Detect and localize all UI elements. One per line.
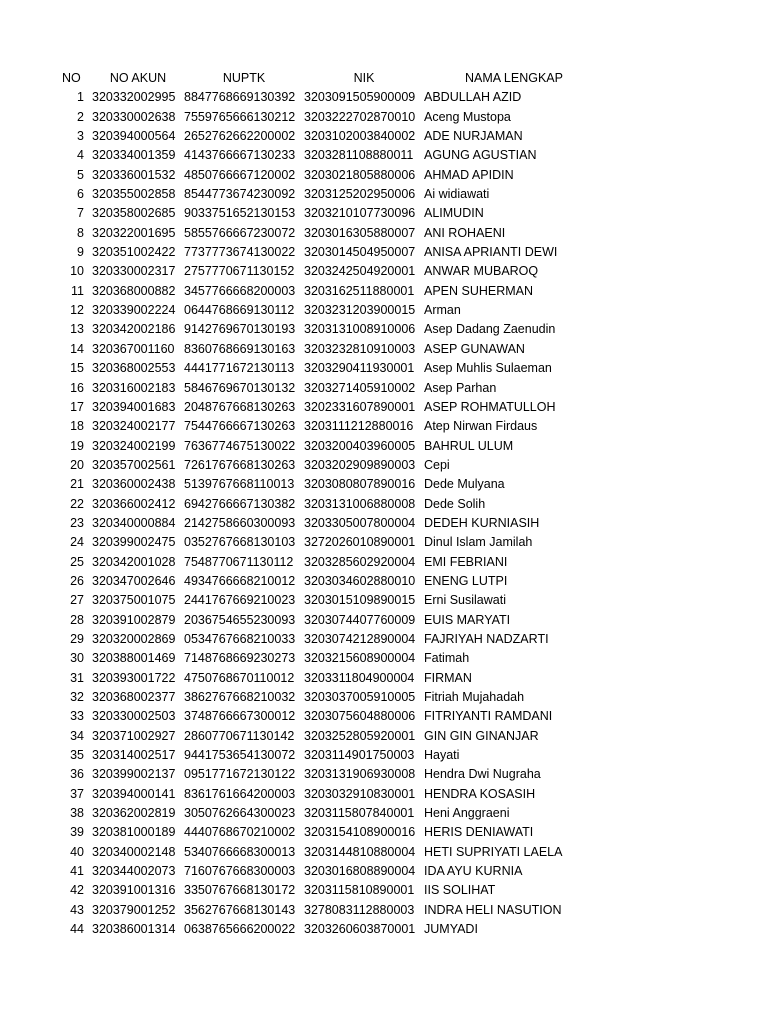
cell-nuptk: 4750768670110012	[184, 670, 295, 685]
cell-nuptk: 7548770671130112	[184, 554, 294, 569]
cell-no: 14	[70, 341, 84, 356]
cell-nuptk: 5139767668110013	[184, 477, 295, 492]
cell-nama-lengkap: ALIMUDIN	[424, 206, 484, 221]
table-row	[62, 785, 604, 804]
table-row	[62, 359, 604, 378]
table-row	[62, 262, 604, 281]
cell-nik: 3203131008910006	[304, 322, 416, 337]
header-nama-lengkap: NAMA LENGKAP	[465, 71, 563, 85]
table-row	[62, 649, 604, 668]
cell-nik: 3203115810890001	[304, 883, 415, 898]
table-row	[62, 765, 604, 784]
cell-no-akun: 320366002412	[92, 496, 176, 511]
cell-no: 36	[70, 767, 84, 782]
cell-nik: 3203091505900009	[304, 90, 416, 105]
cell-nuptk: 3457766668200003	[184, 283, 296, 298]
cell-no-akun: 320320002869	[92, 631, 176, 646]
cell-no-akun: 320357002561	[92, 457, 176, 472]
cell-nama-lengkap: ABDULLAH AZID	[424, 90, 522, 105]
cell-nama-lengkap: Dinul Islam Jamilah	[424, 535, 533, 550]
cell-nuptk: 0951771672130122	[184, 767, 296, 782]
cell-no: 27	[70, 593, 84, 608]
cell-no-akun: 320330002317	[92, 264, 176, 279]
cell-no-akun: 320391002879	[92, 612, 176, 627]
cell-no: 37	[70, 786, 84, 801]
cell-no: 35	[70, 748, 84, 763]
cell-nuptk: 7636774675130022	[184, 438, 296, 453]
header-row	[62, 69, 604, 88]
cell-no-akun: 320368002377	[92, 690, 176, 704]
cell-no: 9	[77, 245, 84, 260]
cell-no: 25	[70, 554, 84, 569]
cell-no: 17	[70, 399, 84, 414]
cell-nuptk: 7148768669230273	[184, 651, 296, 666]
cell-nama-lengkap: ANI ROHAENI	[424, 225, 506, 240]
cell-no: 32	[70, 690, 84, 704]
cell-no-akun: 320340000884	[92, 515, 176, 530]
cell-nik: 3203037005910005	[304, 690, 416, 704]
cell-nuptk: 3862767668210032	[184, 690, 296, 704]
cell-no: 4	[77, 148, 84, 163]
table-row	[62, 146, 604, 165]
cell-nik: 3203111212880016	[304, 419, 414, 434]
cell-nik: 3203074212890004	[304, 631, 416, 646]
cell-no-akun: 320355002858	[92, 187, 176, 202]
cell-nuptk: 4441771672130113	[184, 361, 295, 376]
cell-nik: 3203252805920001	[304, 728, 416, 743]
cell-nuptk: 4934766668210012	[184, 573, 296, 588]
table-row	[62, 495, 604, 514]
cell-nuptk: 2142758660300093	[184, 515, 296, 530]
cell-nik: 3203074407760009	[304, 612, 416, 627]
table-row	[62, 379, 604, 398]
cell-nik: 3278083112880003	[304, 902, 415, 917]
cell-no: 44	[70, 922, 84, 937]
cell-no-akun: 320340002148	[92, 844, 176, 859]
table-row	[62, 340, 604, 359]
cell-nik: 3203014504950007	[304, 245, 416, 260]
cell-no-akun: 320394001683	[92, 399, 176, 414]
cell-no-akun: 320362002819	[92, 806, 176, 821]
table-row	[62, 88, 604, 107]
cell-nuptk: 4850766667120002	[184, 167, 296, 182]
cell-nik: 3203285602920004	[304, 554, 416, 569]
cell-no: 31	[70, 670, 84, 685]
cell-nik: 3203260603870001	[304, 922, 416, 937]
cell-no-akun: 320399002137	[92, 767, 176, 782]
cell-nik: 3203032910830001	[304, 786, 416, 801]
cell-nama-lengkap: Dede Mulyana	[424, 477, 505, 492]
table-row	[62, 630, 604, 649]
cell-nama-lengkap: ASEP ROHMATULLOH	[424, 399, 556, 414]
cell-no: 41	[70, 864, 84, 879]
cell-no: 23	[70, 515, 84, 530]
cell-nik: 3203016305880007	[304, 225, 416, 240]
table-row	[62, 901, 604, 920]
cell-no-akun: 320342002186	[92, 322, 176, 337]
cell-nama-lengkap: FITRIYANTI RAMDANI	[424, 709, 553, 724]
cell-nuptk: 7544766667130263	[184, 419, 296, 434]
cell-no-akun: 320368000882	[92, 283, 176, 298]
cell-no: 33	[70, 709, 84, 724]
cell-nik: 3203242504920001	[304, 264, 416, 279]
cell-nama-lengkap: AHMAD APIDIN	[424, 167, 514, 182]
table-row	[62, 475, 604, 494]
cell-no: 39	[70, 825, 84, 840]
cell-nik: 3203202909890003	[304, 457, 416, 472]
teacher-table	[62, 69, 604, 939]
cell-no: 15	[70, 361, 84, 376]
header-nuptk: NUPTK	[222, 71, 266, 85]
cell-no-akun: 320330002503	[92, 709, 176, 724]
cell-nama-lengkap: Fatimah	[424, 651, 470, 666]
table-row	[62, 727, 604, 746]
cell-nama-lengkap: IIS SOLIHAT	[424, 883, 496, 898]
cell-no-akun: 320394000564	[92, 129, 176, 144]
cell-no: 38	[70, 806, 84, 821]
cell-no-akun: 320316002183	[92, 380, 176, 395]
table-row	[62, 417, 604, 436]
cell-nik: 3203311804900004	[304, 670, 415, 685]
cell-nama-lengkap: Dede Solih	[424, 496, 486, 511]
table-row	[62, 456, 604, 475]
cell-no: 19	[70, 438, 84, 453]
cell-nama-lengkap: ASEP GUNAWAN	[424, 341, 525, 356]
cell-no: 10	[70, 264, 84, 279]
cell-nama-lengkap: EUIS MARYATI	[424, 612, 511, 627]
table-row	[62, 881, 604, 900]
cell-no-akun: 320386001314	[92, 922, 176, 937]
cell-no-akun: 320324002199	[92, 438, 176, 453]
table-row	[62, 746, 604, 765]
cell-no-akun: 320332002995	[92, 90, 176, 105]
cell-no: 8	[77, 225, 84, 240]
cell-nuptk: 4440768670210002	[184, 825, 296, 840]
cell-nuptk: 7160767668300003	[184, 864, 296, 879]
cell-no-akun: 320391001316	[92, 883, 176, 898]
cell-nik: 3203021805880006	[304, 167, 416, 182]
cell-no: 12	[70, 303, 84, 318]
cell-nik: 3203131906930008	[304, 767, 416, 782]
cell-nama-lengkap: DEDEH KURNIASIH	[424, 515, 540, 530]
cell-nik: 3203144810880004	[304, 844, 416, 859]
table-row	[62, 862, 604, 881]
cell-nama-lengkap: BAHRUL ULUM	[424, 438, 514, 453]
cell-nama-lengkap: Aceng Mustopa	[424, 109, 511, 124]
cell-no-akun: 320358002685	[92, 206, 176, 221]
cell-nama-lengkap: JUMYADI	[424, 922, 478, 937]
cell-nama-lengkap: AGUNG AGUSTIAN	[424, 148, 537, 163]
cell-nuptk: 8847768669130392	[184, 90, 296, 105]
cell-no-akun: 320360002438	[92, 477, 176, 492]
cell-nama-lengkap: FAJRIYAH NADZARTI	[424, 631, 549, 646]
table-row	[62, 437, 604, 456]
table-row	[62, 611, 604, 630]
cell-nama-lengkap: FIRMAN	[424, 670, 472, 685]
table-row	[62, 804, 604, 823]
cell-no-akun: 320336001532	[92, 167, 176, 182]
cell-no: 7	[77, 206, 84, 221]
table-row	[62, 108, 604, 127]
table-row	[62, 591, 604, 610]
cell-no-akun: 320381000189	[92, 825, 176, 840]
table-row	[62, 282, 604, 301]
table-row	[62, 398, 604, 417]
cell-no-akun: 320347002646	[92, 573, 176, 588]
cell-nuptk: 2757770671130152	[184, 264, 295, 279]
cell-nuptk: 9033751652130153	[184, 206, 296, 221]
cell-no: 40	[70, 844, 84, 859]
cell-nama-lengkap: Hendra Dwi Nugraha	[424, 767, 541, 782]
cell-nuptk: 3562767668130143	[184, 902, 296, 917]
cell-no-akun: 320375001075	[92, 593, 176, 608]
cell-nuptk: 2036754655230093	[184, 612, 296, 627]
cell-nama-lengkap: Heni Anggraeni	[424, 806, 510, 821]
cell-nuptk: 8544773674230092	[184, 187, 296, 202]
cell-nuptk: 9142769670130193	[184, 322, 296, 337]
cell-nama-lengkap: IDA AYU KURNIA	[424, 864, 523, 879]
cell-no: 6	[77, 187, 84, 202]
cell-no: 18	[70, 419, 84, 434]
cell-nuptk: 7261767668130263	[184, 457, 296, 472]
cell-nuptk: 5340766668300013	[184, 844, 296, 859]
cell-no: 5	[77, 167, 84, 182]
cell-nik: 3203305007800004	[304, 515, 416, 530]
cell-nama-lengkap: GIN GIN GINANJAR	[424, 728, 539, 743]
cell-nama-lengkap: ANISA APRIANTI DEWI	[424, 245, 558, 260]
cell-nama-lengkap: EMI FEBRIANI	[424, 554, 508, 569]
cell-nik: 3203215608900004	[304, 651, 416, 666]
table-row	[62, 243, 604, 262]
cell-nuptk: 6942766667130382	[184, 496, 296, 511]
table-row	[62, 823, 604, 842]
cell-no: 13	[70, 322, 84, 337]
cell-nuptk: 3748766667300012	[184, 709, 296, 724]
table-row	[62, 572, 604, 591]
cell-no-akun: 320344002073	[92, 864, 176, 879]
cell-nik: 3272026010890001	[304, 535, 416, 550]
cell-nuptk: 9441753654130072	[184, 748, 296, 763]
cell-no-akun: 320388001469	[92, 651, 176, 666]
cell-nuptk: 0644768669130112	[184, 303, 295, 318]
cell-no-akun: 320394000141	[92, 786, 176, 801]
cell-no-akun: 320339002224	[92, 303, 176, 318]
cell-nuptk: 3050762664300023	[184, 806, 296, 821]
cell-nik: 3203281108880011	[304, 148, 414, 163]
cell-nik: 3203200403960005	[304, 438, 416, 453]
cell-nama-lengkap: Ai widiawati	[424, 187, 490, 202]
cell-nama-lengkap: Hayati	[424, 748, 460, 763]
cell-no: 16	[70, 380, 84, 395]
cell-nuptk: 2652762662200002	[184, 129, 296, 144]
cell-no-akun: 320393001722	[92, 670, 176, 685]
cell-nik: 3203125202950006	[304, 187, 416, 202]
cell-no-akun: 320368002553	[92, 361, 176, 376]
cell-no: 1	[77, 90, 84, 105]
cell-nama-lengkap: Arman	[424, 303, 461, 318]
cell-nuptk: 5855766667230072	[184, 225, 296, 240]
cell-no-akun: 320330002638	[92, 109, 176, 124]
cell-nik: 3203115807840001	[304, 806, 415, 821]
table-row	[62, 320, 604, 339]
cell-nik: 3203131006880008	[304, 496, 416, 511]
cell-no-akun: 320399002475	[92, 535, 176, 550]
table-row	[62, 204, 604, 223]
cell-no: 21	[70, 477, 84, 492]
cell-no-akun: 320334001359	[92, 148, 176, 163]
table-row	[62, 224, 604, 243]
cell-nik: 3203102003840002	[304, 129, 416, 144]
cell-no-akun: 320379001252	[92, 902, 176, 917]
cell-nuptk: 2860770671130142	[184, 728, 295, 743]
cell-no-akun: 320322001695	[92, 225, 176, 240]
table-row	[62, 688, 604, 707]
cell-nik: 3203034602880010	[304, 573, 416, 588]
cell-nuptk: 8361761664200003	[184, 786, 296, 801]
cell-nama-lengkap: APEN SUHERMAN	[424, 283, 534, 298]
cell-nuptk: 5846769670130132	[184, 380, 296, 395]
cell-no: 28	[70, 612, 84, 627]
cell-nik: 3203016808890004	[304, 864, 416, 879]
cell-nik: 3203210107730096	[304, 206, 416, 221]
cell-nama-lengkap: HERIS DENIAWATI	[424, 825, 534, 840]
cell-nik: 3203154108900016	[304, 825, 416, 840]
cell-nuptk: 3350767668130172	[184, 883, 296, 898]
cell-nik: 3203114901750003	[304, 748, 415, 763]
header-nik: NIK	[353, 71, 375, 85]
cell-nama-lengkap: ENENG LUTPI	[424, 573, 508, 588]
table-row	[62, 707, 604, 726]
cell-nik: 3203290411930001	[304, 361, 415, 376]
cell-nik: 3203075604880006	[304, 709, 416, 724]
cell-nuptk: 0534767668210033	[184, 631, 296, 646]
cell-no-akun: 320367001160	[92, 341, 175, 356]
cell-nama-lengkap: Asep Dadang Zaenudin	[424, 322, 556, 337]
header-no: NO	[62, 71, 81, 85]
table-row	[62, 301, 604, 320]
cell-no: 2	[77, 109, 84, 124]
header-no-akun: NO AKUN	[109, 71, 167, 85]
cell-nama-lengkap: INDRA HELI NASUTION	[424, 902, 562, 917]
table-row	[62, 127, 604, 146]
cell-nama-lengkap: HETI SUPRIYATI LAELA	[424, 844, 563, 859]
cell-nik: 3203271405910002	[304, 380, 416, 395]
table-row	[62, 669, 604, 688]
cell-nama-lengkap: Fitriah Mujahadah	[424, 690, 525, 704]
table-row	[62, 553, 604, 572]
cell-no-akun: 320371002927	[92, 728, 176, 743]
cell-nama-lengkap: Cepi	[424, 457, 450, 472]
cell-no: 3	[77, 129, 84, 144]
cell-nama-lengkap: ADE NURJAMAN	[424, 129, 523, 144]
table-row	[62, 843, 604, 862]
cell-nama-lengkap: Asep Parhan	[424, 380, 497, 395]
cell-no: 20	[70, 457, 84, 472]
cell-nama-lengkap: Erni Susilawati	[424, 593, 506, 608]
cell-no: 24	[70, 535, 84, 550]
cell-nuptk: 7559765666130212	[184, 109, 296, 124]
cell-no-akun: 320351002422	[92, 245, 176, 260]
cell-no: 42	[70, 883, 84, 898]
cell-nuptk: 4143766667130233	[184, 148, 296, 163]
cell-nama-lengkap: ANWAR MUBAROQ	[424, 264, 539, 279]
cell-nik: 3202331607890001	[304, 399, 416, 414]
table-row	[62, 514, 604, 533]
cell-nuptk: 2441767669210023	[184, 593, 296, 608]
cell-no: 30	[70, 651, 84, 666]
cell-nama-lengkap: Atep Nirwan Firdaus	[424, 419, 538, 434]
cell-no: 43	[70, 902, 84, 917]
cell-nik: 3203015109890015	[304, 593, 416, 608]
cell-no: 34	[70, 728, 84, 743]
cell-no: 29	[70, 631, 84, 646]
cell-nama-lengkap: HENDRA KOSASIH	[424, 786, 536, 801]
cell-nuptk: 2048767668130263	[184, 399, 296, 414]
table-row	[62, 920, 604, 939]
cell-nik: 3203080807890016	[304, 477, 416, 492]
table-row	[62, 533, 604, 552]
cell-nama-lengkap: Asep Muhlis Sulaeman	[424, 361, 552, 376]
cell-no-akun: 320314002517	[92, 748, 176, 763]
cell-no: 22	[70, 496, 84, 511]
cell-nuptk: 0638765666200022	[184, 922, 296, 937]
table-row	[62, 166, 604, 185]
cell-no-akun: 320324002177	[92, 419, 176, 434]
cell-nuptk: 8360768669130163	[184, 341, 296, 356]
cell-nuptk: 7737773674130022	[184, 245, 296, 260]
table-row	[62, 185, 604, 204]
cell-nik: 3203232810910003	[304, 341, 416, 356]
cell-nik: 3203222702870010	[304, 109, 416, 124]
cell-no: 11	[71, 283, 84, 298]
cell-nuptk: 0352767668130103	[184, 535, 296, 550]
cell-nik: 3203231203900015	[304, 303, 416, 318]
cell-nik: 3203162511880001	[304, 283, 415, 298]
cell-no: 26	[70, 573, 84, 588]
cell-no-akun: 320342001028	[92, 554, 176, 569]
